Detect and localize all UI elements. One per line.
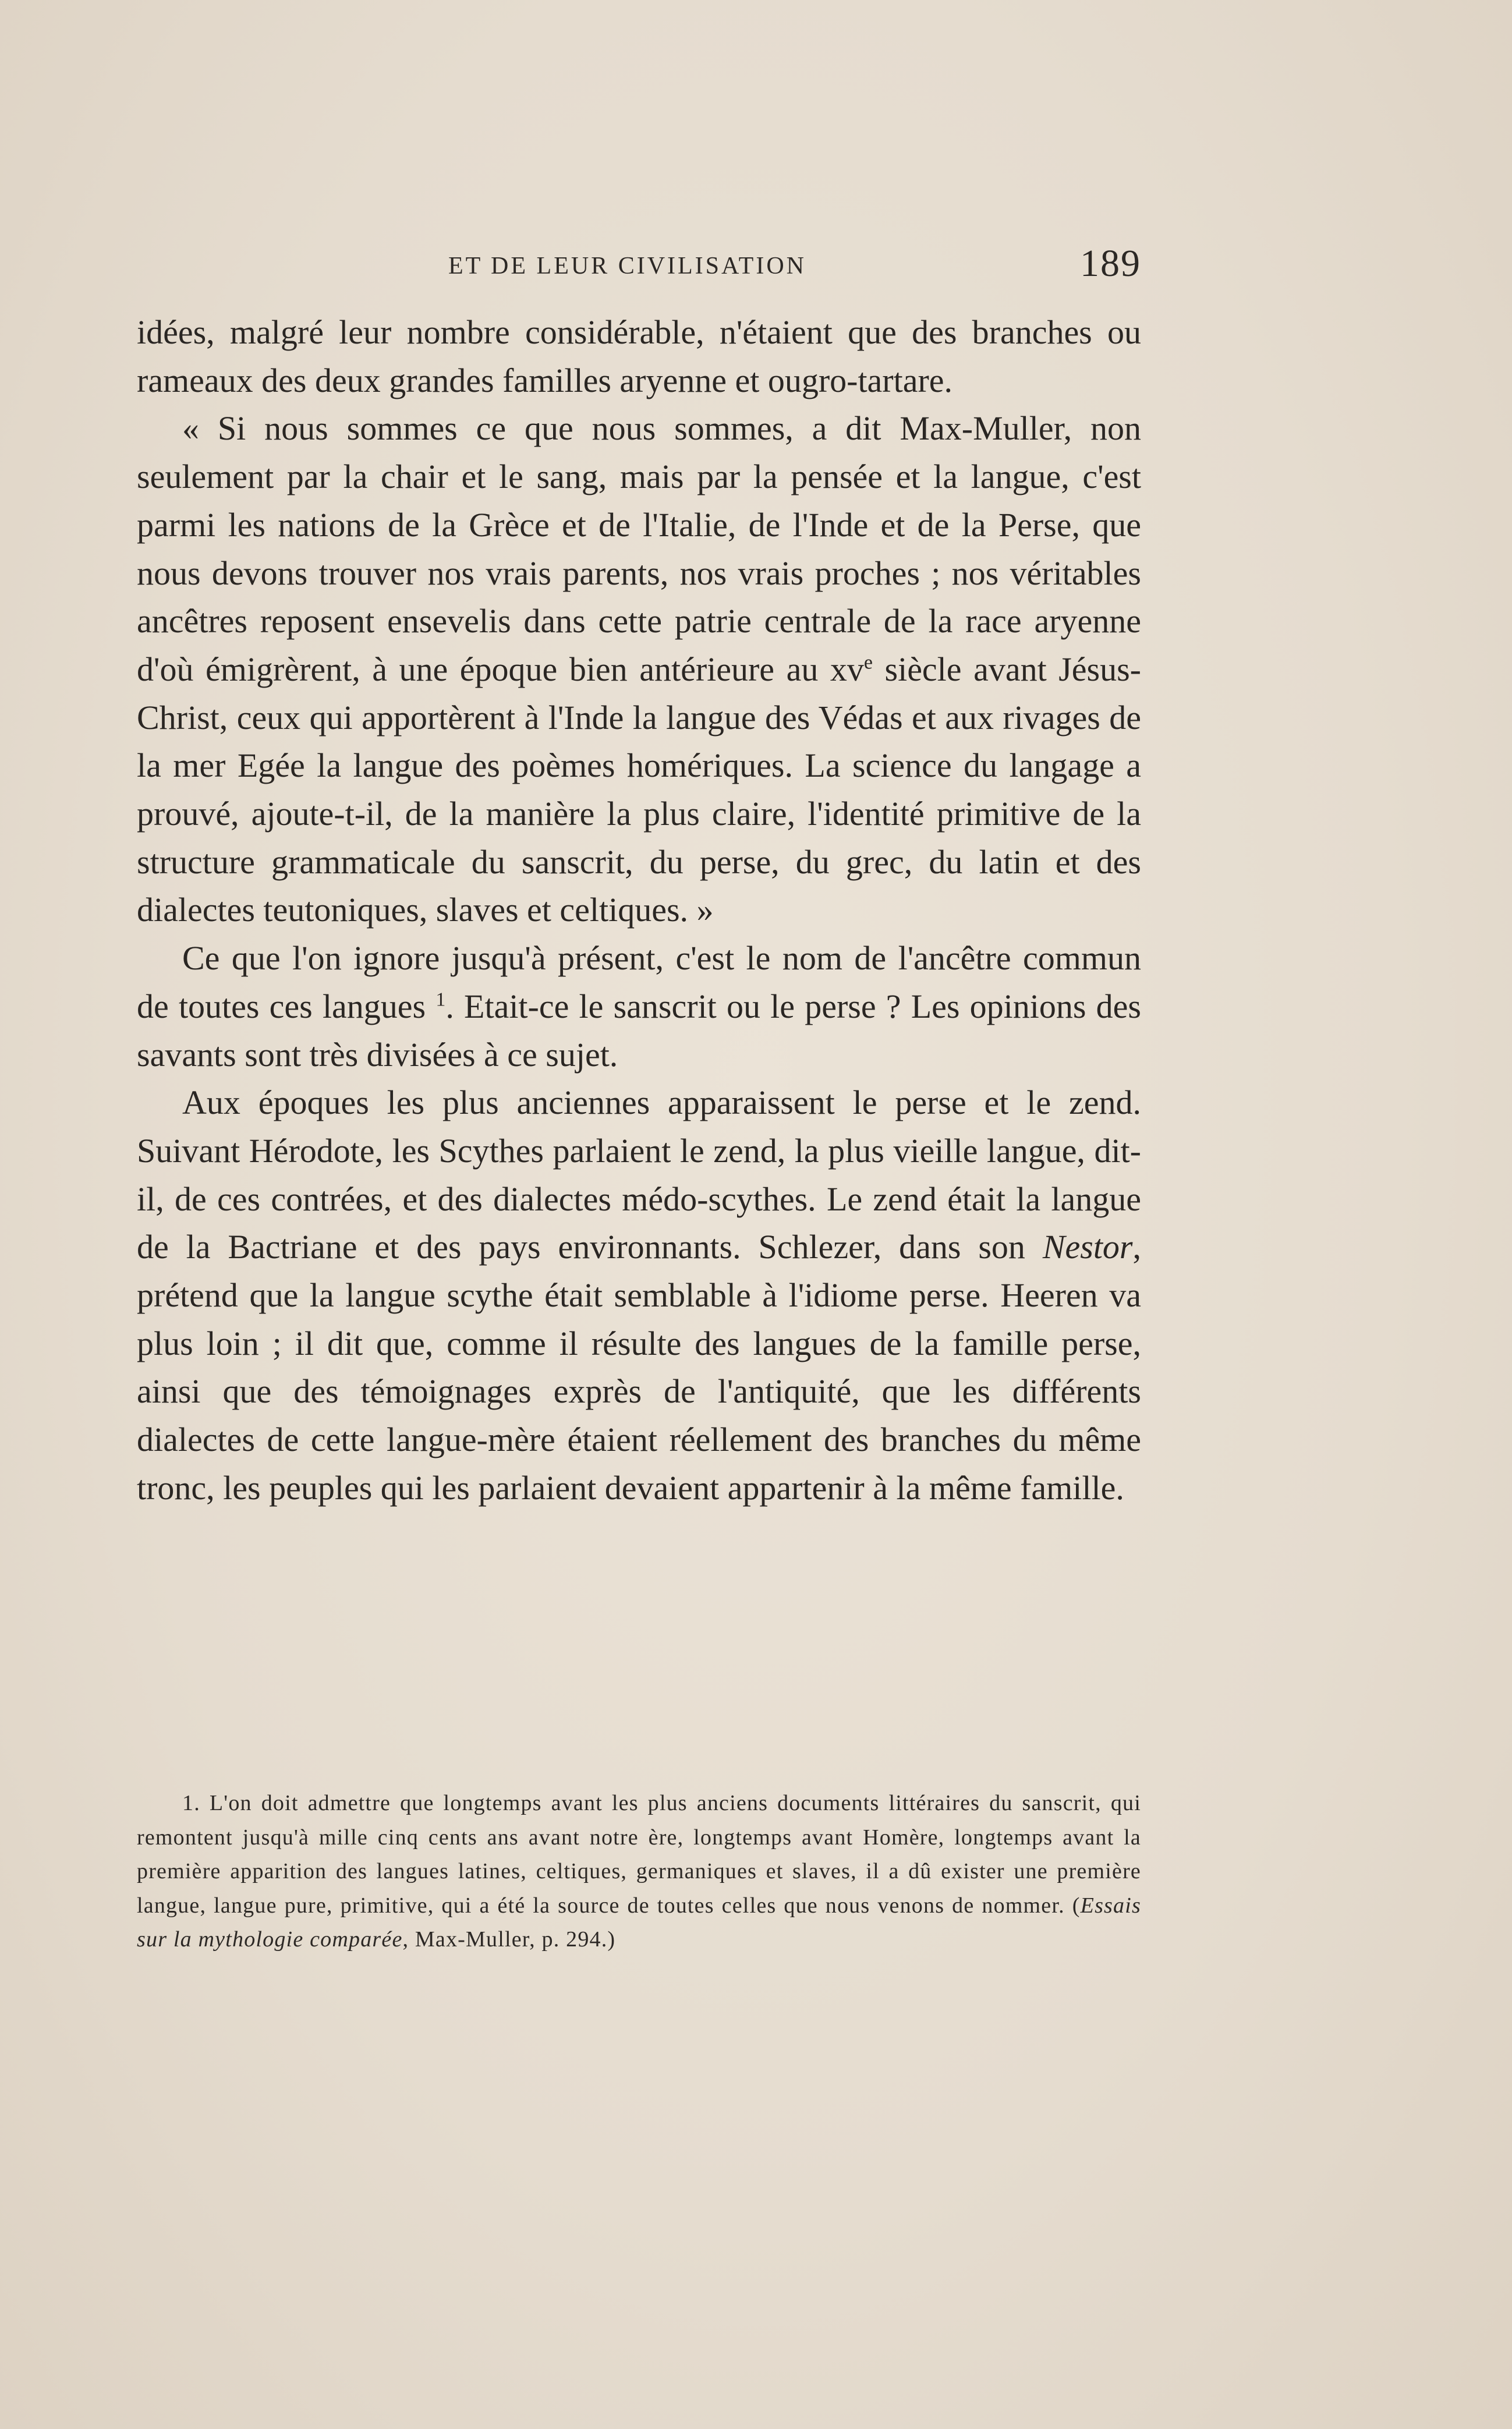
footnote-marker: 1. [182, 1791, 200, 1815]
footnote-book-title: Essais sur la mythologie comparée [137, 1893, 1141, 1952]
footnote-text: , Max-Muller, p. 294.) [402, 1927, 616, 1952]
paragraph-text: siècle avant Jésus-Christ, ceux qui apportèrent à l'Inde la langue des Védas et aux rivages de la mer Egée la langue des poèmes homériques. La science du langage a prouvé, ajoute-t-il, de la manière la plus claire, l'identité primitive de la structure grammaticale du sanscrit, du perse, du grec, du latin et des dialectes teutoniques, slaves et celtiques. » [137, 650, 1141, 929]
paragraph-quote-max-muller [137, 405, 1141, 934]
paragraph-text: Aux époques les plus anciennes apparaissent le perse et le zend. Suivant Hérodote, les Scythes parlaient le zend, la plus vieille langue, dit-il, de ces contrées, et des dialectes médo-scythes. Le zend était la langue de la Bactriane et des pays environnants. Schlezer, dans son [137, 1084, 1141, 1266]
paragraph-perse-zend [137, 1079, 1141, 1512]
paragraph-text: Ce que l'on ignore jusqu'à présent, c'est le nom de l'ancêtre commun de toutes ces langues [137, 939, 1141, 1025]
footnotes [137, 1786, 1141, 1957]
running-head: ET DE LEUR CIVILISATION [448, 253, 806, 279]
body-text [137, 309, 1141, 1513]
paragraph-continuation [137, 309, 1141, 405]
footnote-text: L'on doit admettre que longtemps avant les plus anciens documents littéraires du sanscrit, qui remontent jusqu'à mille cinq cents ans avant notre ère, longtemps avant Homère, longtemps avant la première apparition des langues latines, celtiques, germaniques et slaves, il a dû exister une première langue, langue pure, primitive, qui a été la source de toutes celles que nous venons de nommer. ( [137, 1791, 1141, 1918]
century-superscript: e [863, 651, 873, 674]
paragraph-text: idées, malgré leur nombre considérable, n'étaient que des branches ou rameaux des deux grandes familles aryenne et ougro-tartare. [137, 313, 1141, 399]
footnote-reference: 1 [435, 989, 446, 1011]
page-header [137, 242, 1141, 288]
paragraph-text: « Si nous sommes ce que nous sommes, a dit Max-Muller, non seulement par la chair et le sang, mais par la pensée et la langue, c'est parmi les nations de la Grèce et de l'Italie, de l'Inde et de la Perse, que nous devons trouver nos vrais parents, nos vrais proches ; nos véritables ancêtres reposent ensevelis dans cette patrie centrale de la race aryenne d'où émigrèrent, à une époque bien antérieure au xv [137, 409, 1141, 688]
paragraph-text: . Etait-ce le sanscrit ou le perse ? Les opinions des savants sont très divisées à ce sujet. [137, 987, 1142, 1074]
footnote-1 [137, 1786, 1141, 1957]
page-number: 189 [1080, 242, 1141, 285]
paragraph-text: , prétend que la langue scythe était semblable à l'idiome perse. Heeren va plus loin ; il dit que, comme il résulte des langues de la famille perse, ainsi que des témoignages exprès de l'antiquité, que les différents dialectes de cette langue-mère étaient réellement des branches du même tronc, les peuples qui les parlaient devaient appartenir à la même famille. [137, 1228, 1141, 1507]
paragraph-ancestor-language [137, 934, 1141, 1079]
book-title-nestor: Nestor [1042, 1228, 1133, 1266]
